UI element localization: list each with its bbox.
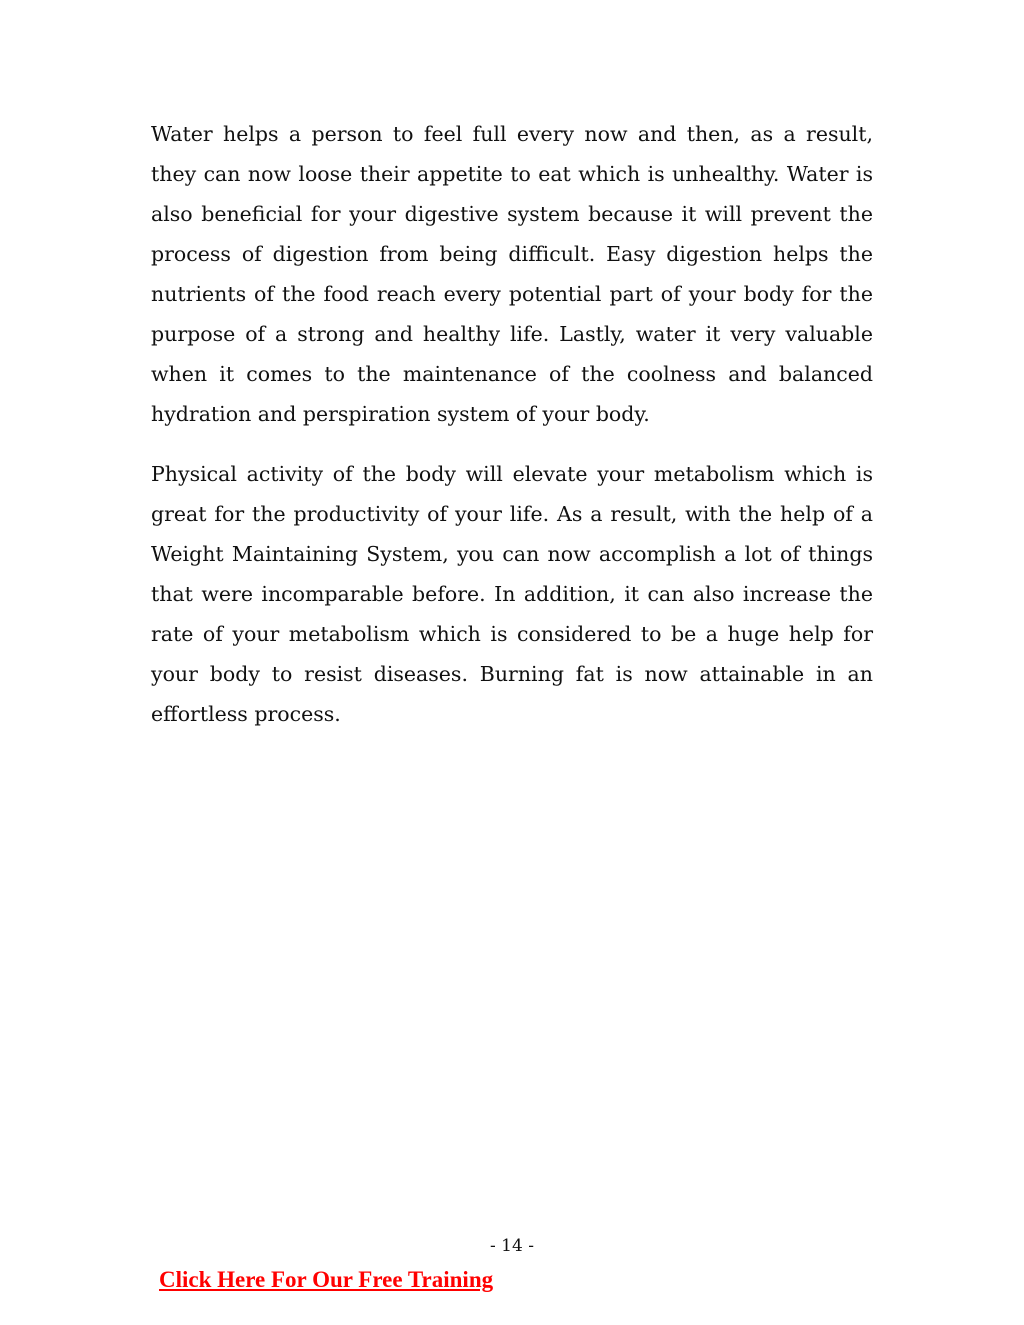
page-number: - 14 - <box>490 1236 534 1256</box>
free-training-link[interactable]: Click Here For Our Free Training <box>159 1267 494 1292</box>
paragraph-water-benefits: Water helps a person to feel full every now and then, as a result, they can now loose their appetite to eat which is unhealthy. Water is also beneficial for your digestive system because it will prevent the process of digestion from being difficult. Easy digestion helps the nutrients of the food reach every potential part of your body for the purpose of a strong and healthy life. Lastly, water it very valuable when it comes to the maintenance of the coolness and balanced hydration and perspiration system of your body. <box>151 122 873 426</box>
body-text <box>151 114 873 734</box>
paragraph-physical-activity: Physical activity of the body will elevate your metabolism which is great for the productivity of your life. As a result, with the help of a Weight Maintaining System, you can now accomplish a lot of things that were incomparable before. In addition, it can also increase the rate of your metabolism which is considered to be a huge help for your body to resist diseases. Burning fat is now attainable in an effortless process. <box>151 462 873 726</box>
